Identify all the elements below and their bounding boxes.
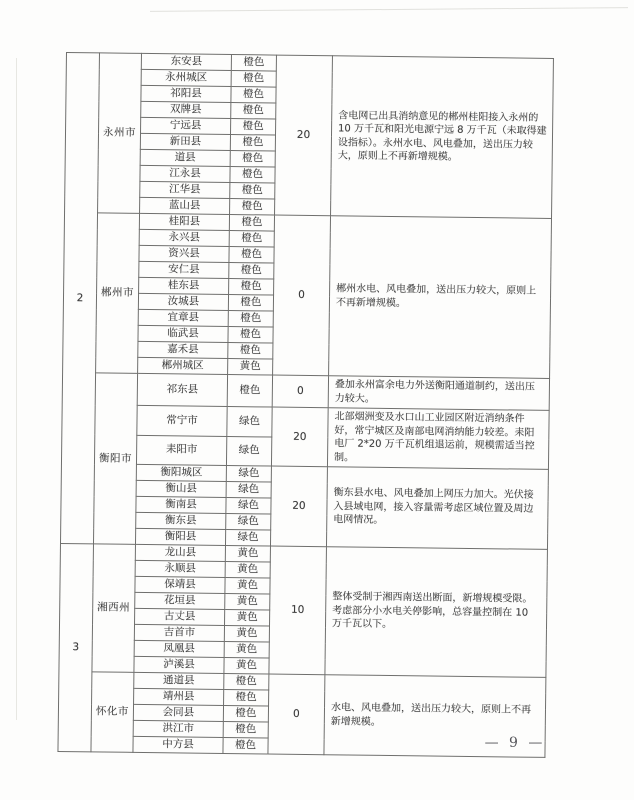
county-cell: 蓝山县 [140, 197, 230, 214]
rating-cell: 橙色 [229, 247, 274, 264]
county-cell: 汝城县 [138, 293, 228, 310]
county-cell: 龙山县 [135, 544, 225, 561]
rating-cell: 橙色 [224, 673, 269, 690]
city-cell: 郴州市 [96, 213, 140, 374]
index-cell: 3 [58, 543, 94, 751]
rating-cell: 黄色 [225, 609, 270, 626]
rating-cell: 橙色 [229, 231, 274, 248]
remark-cell: 郴州水电、风电叠加，送出压力较大，原则上不再新增规模。 [329, 216, 552, 379]
table-wrap [57, 52, 554, 758]
county-cell: 会同县 [133, 704, 223, 721]
table-row [62, 372, 549, 410]
rating-cell: 橙色 [223, 721, 268, 738]
quota-cell: 20 [270, 466, 327, 547]
remark-cell: 水电、风电叠加，送出压力较大，原则上不再新增规模。 [324, 675, 546, 758]
quota-cell: 0 [272, 375, 328, 408]
rating-cell: 绿色 [226, 481, 271, 498]
county-cell: 永顺县 [135, 560, 225, 577]
county-cell: 资兴县 [139, 245, 229, 262]
page-number: — 9 — [484, 735, 546, 751]
rating-cell: 绿色 [227, 406, 272, 436]
rating-cell: 黄色 [225, 545, 270, 562]
rating-cell: 橙色 [224, 689, 269, 706]
rating-cell: 橙色 [228, 311, 273, 328]
rating-cell: 黄色 [228, 358, 273, 375]
county-cell: 郴州城区 [138, 357, 228, 374]
remark-cell: 整体受制于湘西南送出断面，新增规模受限。考虑部分小水电关停影响，总容量控制在 10 万千瓦以下。 [325, 547, 548, 678]
county-cell: 泸溪县 [134, 656, 224, 673]
county-cell: 桂东县 [139, 277, 229, 294]
county-cell: 临武县 [138, 325, 228, 342]
quota-cell: 10 [269, 546, 327, 675]
rating-cell: 橙色 [230, 199, 275, 216]
rating-cell: 黄色 [224, 625, 269, 642]
city-cell: 衡阳市 [93, 373, 137, 545]
rating-cell: 橙色 [231, 55, 276, 72]
county-cell: 衡东县 [136, 512, 226, 529]
county-cell: 耒阳市 [136, 435, 226, 466]
remark-cell: 衡东县水电、风电叠加上网压力加大。光伏接入县域电网，接入容量需考虑区域位置及周边电网情况。 [326, 467, 548, 550]
county-cell: 双牌县 [141, 101, 231, 118]
rating-cell: 橙色 [229, 215, 274, 232]
index-cell: 2 [60, 53, 99, 544]
county-cell: 祁阳县 [141, 85, 231, 102]
rating-cell: 橙色 [228, 343, 273, 360]
rating-cell: 绿色 [226, 513, 271, 530]
county-cell: 永兴县 [139, 229, 229, 246]
county-cell: 中方县 [133, 736, 223, 753]
county-cell: 江华县 [140, 181, 230, 198]
rating-cell: 黄色 [225, 561, 270, 578]
county-cell: 宁远县 [141, 117, 231, 134]
rating-cell: 橙色 [231, 71, 276, 88]
county-cell: 吉首市 [134, 624, 224, 641]
rating-cell: 橙色 [231, 119, 276, 136]
rating-cell: 绿色 [226, 497, 271, 514]
rating-cell: 橙色 [228, 295, 273, 312]
county-cell: 永州城区 [141, 69, 231, 86]
county-cell: 洪江市 [133, 720, 223, 737]
access-capacity-table [57, 52, 554, 758]
rating-cell: 橙色 [227, 374, 272, 407]
county-cell: 江永县 [140, 165, 230, 182]
remark-cell: 叠加永州富余电力外送衡阳通道制约，送出压力较大。 [328, 376, 549, 411]
county-cell: 宜章县 [138, 309, 228, 326]
quota-cell: 0 [268, 674, 325, 755]
county-cell: 凤凰县 [134, 640, 224, 657]
rating-cell: 黄色 [224, 641, 269, 658]
county-cell: 常宁市 [137, 405, 227, 436]
rating-cell: 橙色 [230, 151, 275, 168]
rating-cell: 橙色 [223, 705, 268, 722]
county-cell: 衡南县 [136, 496, 226, 513]
scan-streak-artifact [150, 7, 628, 12]
table-body [58, 53, 554, 758]
county-cell: 嘉禾县 [138, 341, 228, 358]
rating-cell: 绿色 [225, 529, 270, 546]
county-cell: 保靖县 [135, 576, 225, 593]
county-cell: 东安县 [141, 53, 231, 70]
rating-cell: 黄色 [224, 657, 269, 674]
county-cell: 古丈县 [135, 608, 225, 625]
rating-cell: 橙色 [229, 279, 274, 296]
county-cell: 衡阳县 [135, 528, 225, 545]
county-cell: 安仁县 [139, 261, 229, 278]
county-cell: 衡阳城区 [136, 464, 226, 481]
rating-cell: 橙色 [231, 103, 276, 120]
county-cell: 通道县 [134, 672, 224, 689]
county-cell: 衡山县 [136, 480, 226, 497]
table-row [66, 53, 553, 75]
county-cell: 新田县 [140, 133, 230, 150]
city-cell: 湘西州 [92, 544, 136, 673]
city-cell: 永州市 [98, 53, 142, 214]
county-cell: 靖州县 [134, 688, 224, 705]
rating-cell: 绿色 [226, 436, 271, 466]
rating-cell: 绿色 [226, 465, 271, 482]
rating-cell: 橙色 [231, 87, 276, 104]
quota-cell: 20 [275, 55, 333, 216]
rating-cell: 橙色 [229, 263, 274, 280]
rating-cell: 橙色 [230, 167, 275, 184]
remark-cell: 含电网已出具消纳意见的郴州桂阳接入永州的 10 万千瓦和阳光电源宁远 8 万千瓦（未取得建设指标）。永州水电、风电叠加，送出压力较大，原则上不再新增规模。 [331, 56, 554, 219]
county-cell: 道县 [140, 149, 230, 166]
quota-cell: 20 [271, 407, 328, 467]
rating-cell: 橙色 [230, 183, 275, 200]
county-cell: 桂阳县 [139, 213, 229, 230]
rating-cell: 黄色 [225, 593, 270, 610]
remark-cell: 北部烟洲变及水口山工业园区附近消纳条件好，常宁城区及南部电网消纳能力较差。耒阳电厂 2*20 万千瓦机组退运前，规模需适当控制。 [327, 408, 549, 470]
city-cell: 怀化市 [91, 672, 134, 753]
county-cell: 祁东县 [137, 373, 227, 406]
quota-cell: 0 [273, 215, 331, 376]
county-cell: 花垣县 [135, 592, 225, 609]
rating-cell: 黄色 [225, 577, 270, 594]
rating-cell: 橙色 [230, 135, 275, 152]
scan-fold-artifact [16, 58, 17, 720]
rating-cell: 橙色 [223, 737, 268, 754]
rating-cell: 橙色 [228, 327, 273, 344]
